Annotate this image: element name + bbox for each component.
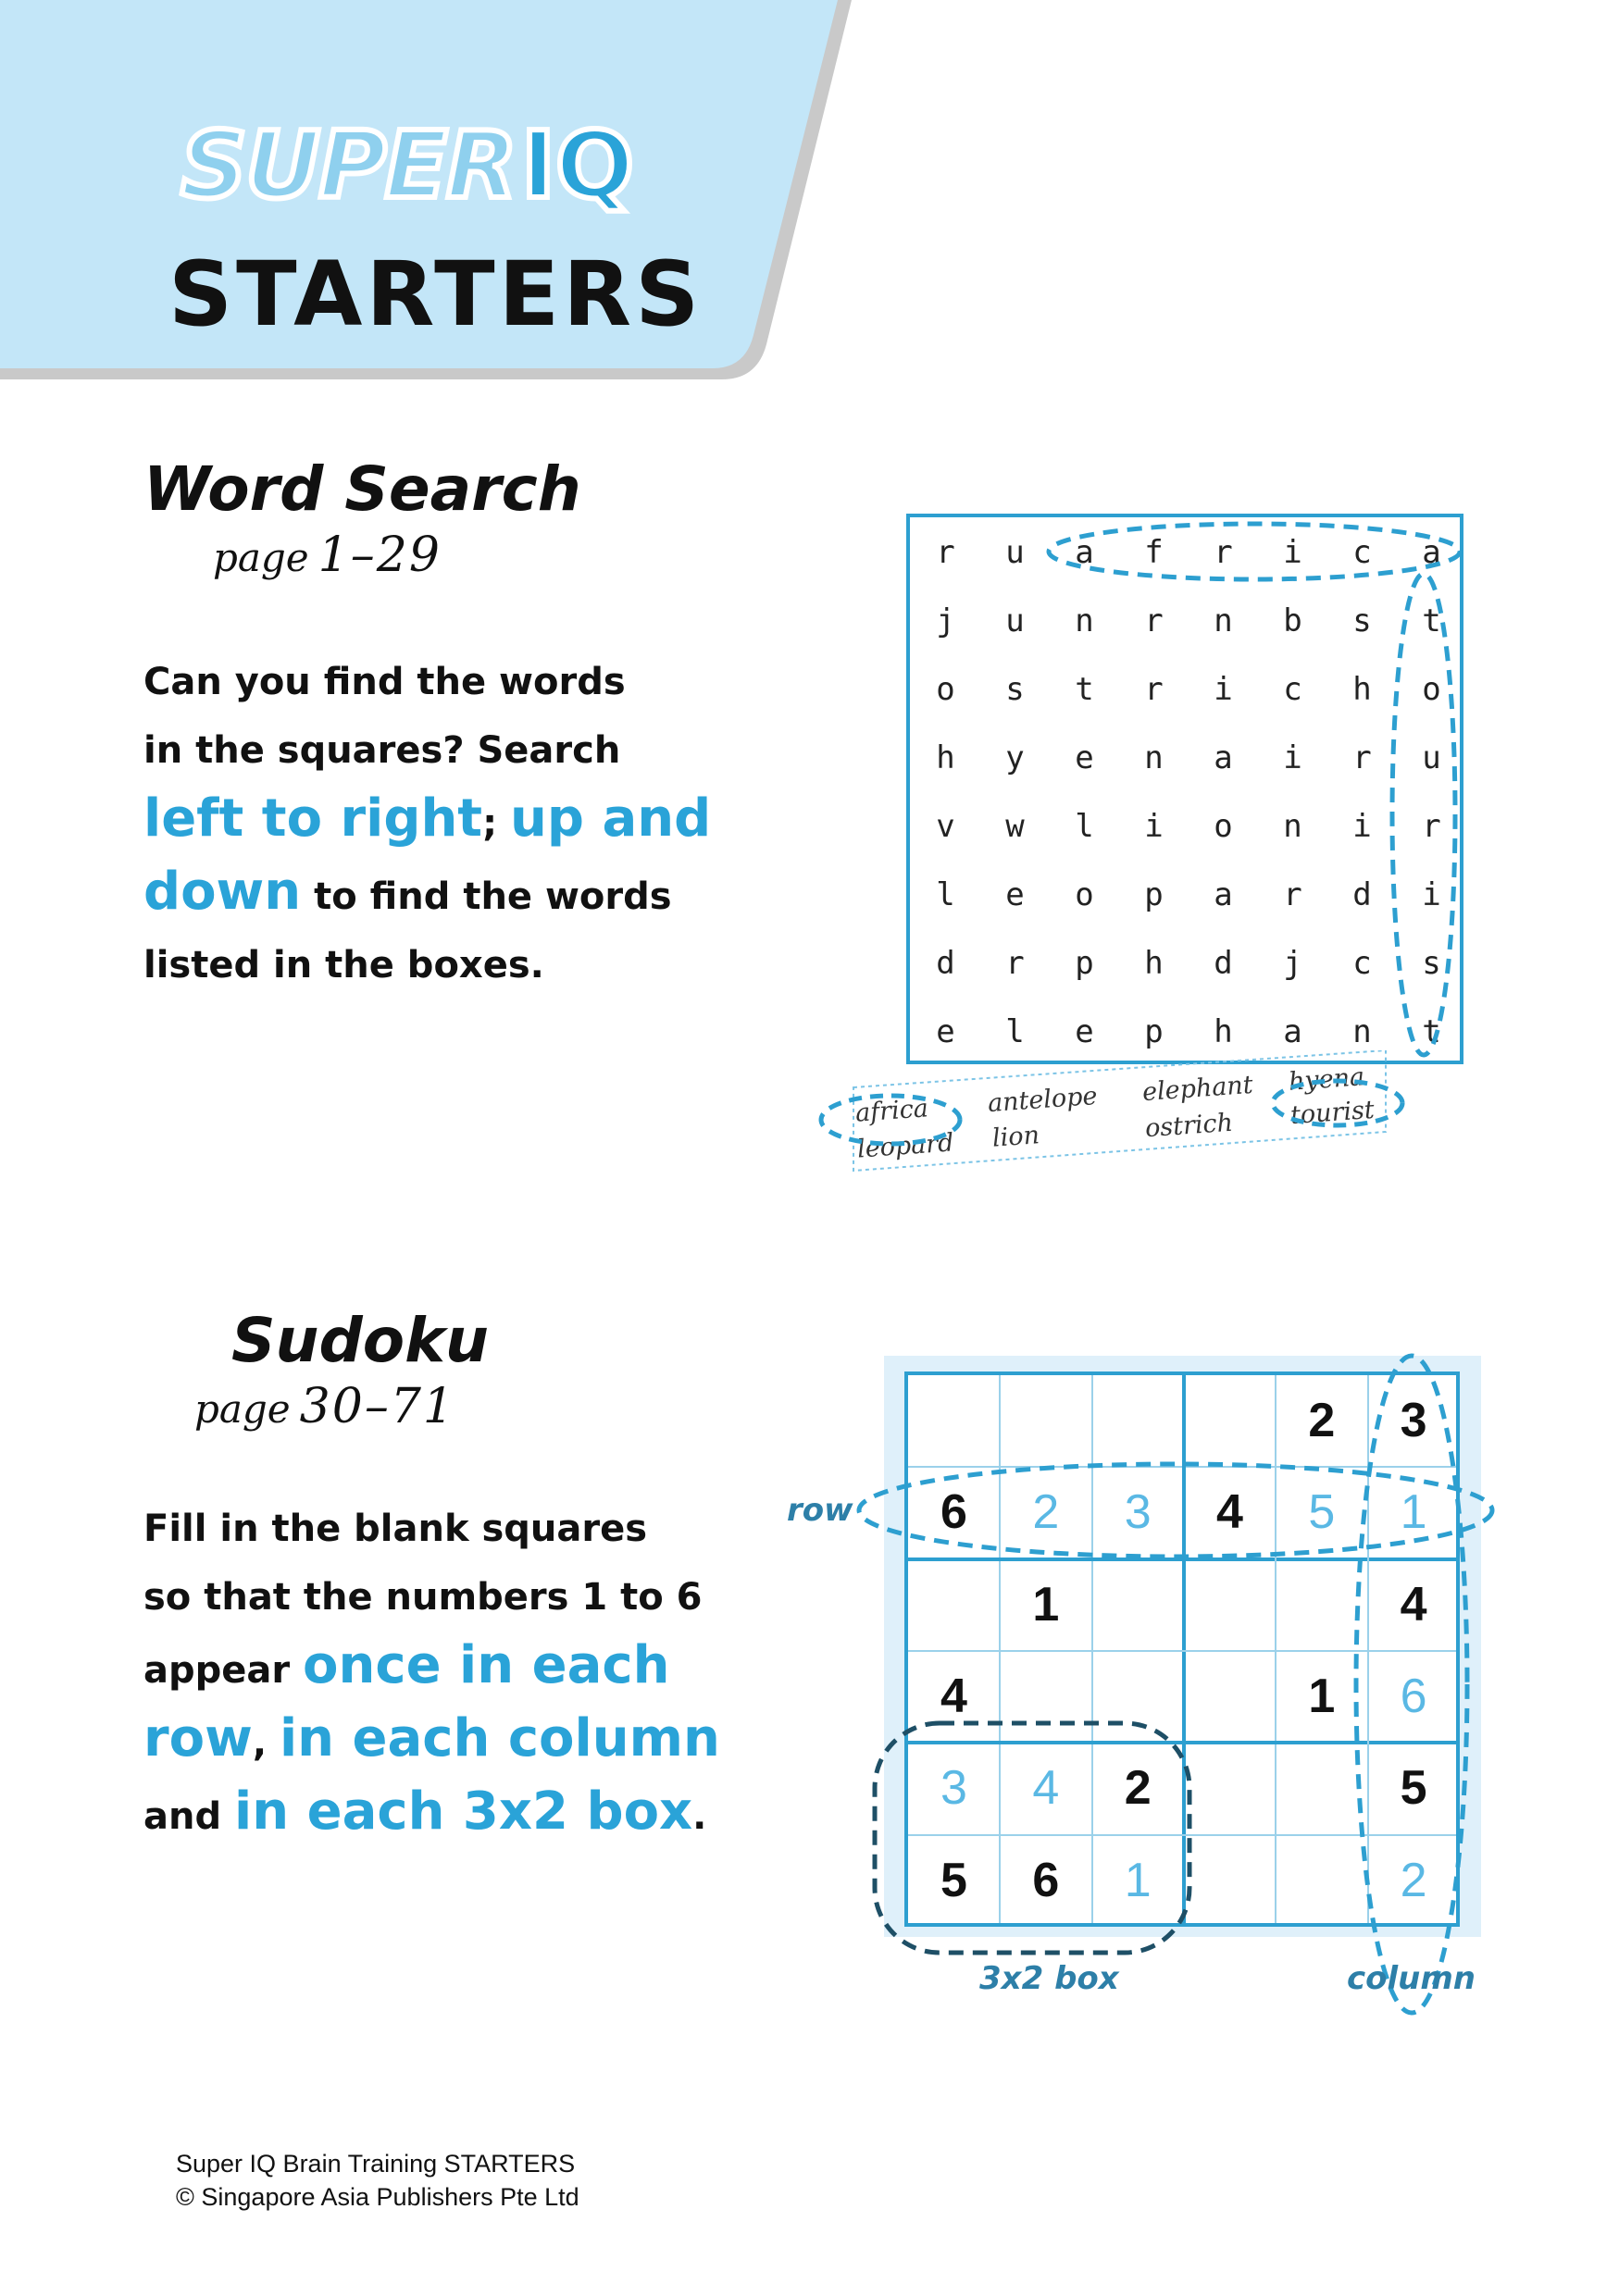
separator: . bbox=[692, 1795, 707, 1838]
sudoku-cell: 5 bbox=[1400, 1761, 1427, 1816]
word-search-cell: i bbox=[1283, 534, 1302, 571]
word-search-cell: c bbox=[1352, 945, 1372, 982]
word-search-cell: a bbox=[1214, 739, 1233, 776]
page-label: page bbox=[213, 535, 309, 580]
sudoku-cell: 2 bbox=[1400, 1853, 1427, 1907]
sudoku-cell: 4 bbox=[940, 1669, 967, 1723]
sudoku-title: Sudoku bbox=[231, 1305, 489, 1376]
word-search-cell: i bbox=[1422, 876, 1441, 913]
word-search-cell: h bbox=[1144, 945, 1164, 982]
word-search-cell: e bbox=[936, 1013, 955, 1050]
sudoku-cell: 1 bbox=[1308, 1669, 1336, 1723]
word-search-cell: l bbox=[1005, 1013, 1025, 1050]
word-search-cell: j bbox=[936, 602, 955, 639]
accent-text: up and bbox=[510, 788, 712, 849]
word-search-cell: u bbox=[1422, 739, 1441, 776]
accent-text: in each 3x2 box bbox=[234, 1781, 693, 1842]
word-search-cell: o bbox=[1214, 808, 1233, 845]
word-search-cell: r bbox=[1352, 739, 1372, 776]
word-search-cell: n bbox=[1352, 1013, 1372, 1050]
word-search-cell: f bbox=[1144, 534, 1164, 571]
instruction-line: in the squares? Search bbox=[143, 729, 621, 772]
word-search-cell: r bbox=[1144, 671, 1164, 708]
word-search-cell: i bbox=[1214, 671, 1233, 708]
separator: , bbox=[252, 1722, 268, 1765]
column-highlight bbox=[1356, 1356, 1467, 2013]
instruction-text: and bbox=[143, 1795, 222, 1838]
row-label: row bbox=[787, 1492, 853, 1529]
instruction-line: so that the numbers 1 to 6 bbox=[143, 1576, 703, 1619]
word-search-cell: r bbox=[1422, 808, 1441, 845]
word-search-cell: n bbox=[1214, 602, 1233, 639]
word-search-cell: t bbox=[1422, 1013, 1441, 1050]
word-search-cell: n bbox=[1144, 739, 1164, 776]
word-search-cell: u bbox=[1005, 602, 1025, 639]
instruction-line: Fill in the blank squares bbox=[143, 1508, 648, 1550]
word-search-cell: e bbox=[1005, 876, 1025, 913]
word-search-cell: e bbox=[1075, 739, 1094, 776]
word-search-cell: i bbox=[1352, 808, 1372, 845]
sudoku-cell: 1 bbox=[1124, 1853, 1152, 1907]
accent-text: down bbox=[143, 862, 302, 922]
page-range: 1–29 bbox=[318, 527, 442, 583]
word-search-cell: c bbox=[1283, 671, 1302, 708]
instruction-line: listed in the boxes. bbox=[143, 944, 544, 987]
word-search-cell: j bbox=[1283, 945, 1302, 982]
word-search-cell: s bbox=[1352, 602, 1372, 639]
logo-iq-text: IQ bbox=[520, 111, 635, 219]
word-search-cell: e bbox=[1075, 1013, 1094, 1050]
word-search-cell: i bbox=[1144, 808, 1164, 845]
sudoku-cell: 2 bbox=[1308, 1394, 1336, 1447]
word-list-item: africa bbox=[854, 1094, 929, 1128]
sudoku-cell: 3 bbox=[1124, 1485, 1152, 1540]
row-highlight bbox=[859, 1464, 1492, 1557]
word-search-cell: r bbox=[1144, 602, 1164, 639]
page-label: page bbox=[194, 1386, 291, 1432]
box-highlight bbox=[875, 1723, 1189, 1953]
word-search-cell: t bbox=[1422, 602, 1441, 639]
word-search-cell: h bbox=[1214, 1013, 1233, 1050]
footer-line: Super IQ Brain Training STARTERS bbox=[176, 2150, 576, 2178]
sudoku-cell: 5 bbox=[940, 1853, 967, 1907]
word-search-cell: a bbox=[1214, 876, 1233, 913]
sudoku-cell: 1 bbox=[1032, 1577, 1060, 1632]
word-list-item: hyena bbox=[1288, 1062, 1366, 1097]
word-list-item: antelope bbox=[987, 1081, 1099, 1119]
copyright: © Singapore Asia Publishers Pte Ltd bbox=[176, 2183, 579, 2211]
word-list-item: tourist bbox=[1289, 1095, 1376, 1131]
word-search-cell: p bbox=[1144, 1013, 1164, 1050]
box-label: 3x2 box bbox=[979, 1960, 1119, 1997]
word-search-cell: o bbox=[1075, 876, 1094, 913]
word-search-cell: b bbox=[1283, 602, 1302, 639]
word-search-title: Word Search bbox=[143, 453, 581, 525]
word-search-cell: p bbox=[1075, 945, 1094, 982]
sudoku-cell: 3 bbox=[940, 1761, 967, 1816]
sudoku-cell: 4 bbox=[1216, 1485, 1243, 1540]
word-search-cell: a bbox=[1422, 534, 1441, 571]
word-search-cell: i bbox=[1283, 739, 1302, 776]
sudoku-cell: 4 bbox=[1400, 1577, 1427, 1632]
book-title: STARTERS bbox=[168, 242, 704, 346]
word-search-cell: v bbox=[936, 808, 955, 845]
column-label: column bbox=[1347, 1960, 1476, 1997]
word-search-cell: r bbox=[936, 534, 955, 571]
word-search-cell: a bbox=[1283, 1013, 1302, 1050]
word-search-cell: h bbox=[936, 739, 955, 776]
sudoku-cell: 4 bbox=[1032, 1761, 1060, 1816]
accent-text: in each column bbox=[279, 1708, 720, 1769]
word-list-item: lion bbox=[990, 1121, 1040, 1153]
sudoku-cell: 3 bbox=[1400, 1394, 1427, 1447]
word-search-cell: s bbox=[1422, 945, 1441, 982]
word-search-cell: l bbox=[936, 876, 955, 913]
instruction-line: to find the words bbox=[314, 875, 672, 918]
instruction-line: Can you find the words bbox=[143, 661, 626, 703]
word-search-cell: s bbox=[1005, 671, 1025, 708]
word-search-cell: r bbox=[1214, 534, 1233, 571]
word-search-cell: d bbox=[936, 945, 955, 982]
word-search-cell: r bbox=[1283, 876, 1302, 913]
sudoku-cell: 6 bbox=[1400, 1669, 1427, 1723]
word-search-cell: o bbox=[936, 671, 955, 708]
word-search-cell: u bbox=[1005, 534, 1025, 571]
separator: ; bbox=[482, 802, 498, 845]
sudoku-cell: 2 bbox=[1124, 1761, 1152, 1816]
word-search-cell: d bbox=[1352, 876, 1372, 913]
word-search-cell: c bbox=[1352, 534, 1372, 571]
accent-text: row bbox=[143, 1708, 253, 1769]
word-search-cell: w bbox=[1005, 808, 1025, 845]
sudoku-cell: 6 bbox=[940, 1485, 967, 1540]
word-search-cell: h bbox=[1352, 671, 1372, 708]
accent-text: once in each bbox=[303, 1635, 670, 1695]
word-search-cell: o bbox=[1422, 671, 1441, 708]
page-range: 30–71 bbox=[299, 1379, 456, 1434]
word-search-cell: l bbox=[1075, 808, 1094, 845]
logo-super-text: SUPER bbox=[181, 111, 516, 219]
word-search-cell: t bbox=[1075, 671, 1094, 708]
word-search-cell: d bbox=[1214, 945, 1233, 982]
sudoku-cell: 1 bbox=[1400, 1485, 1427, 1540]
sudoku-cell: 6 bbox=[1032, 1853, 1060, 1907]
word-search-cell: r bbox=[1005, 945, 1025, 982]
accent-text: left to right bbox=[143, 788, 483, 849]
word-list-item: elephant bbox=[1141, 1070, 1254, 1108]
sudoku-cell: 2 bbox=[1032, 1485, 1060, 1540]
word-search-cell: n bbox=[1283, 808, 1302, 845]
word-list-item: ostrich bbox=[1144, 1108, 1234, 1144]
word-search-cell: n bbox=[1075, 602, 1094, 639]
footer bbox=[176, 2147, 579, 2214]
word-list-item: leopard bbox=[856, 1128, 955, 1164]
instruction-text: appear bbox=[143, 1649, 291, 1692]
sudoku-cell: 5 bbox=[1308, 1485, 1336, 1540]
word-search-cell: y bbox=[1005, 739, 1025, 776]
word-search-cell: a bbox=[1075, 534, 1094, 571]
word-search-cell: p bbox=[1144, 876, 1164, 913]
